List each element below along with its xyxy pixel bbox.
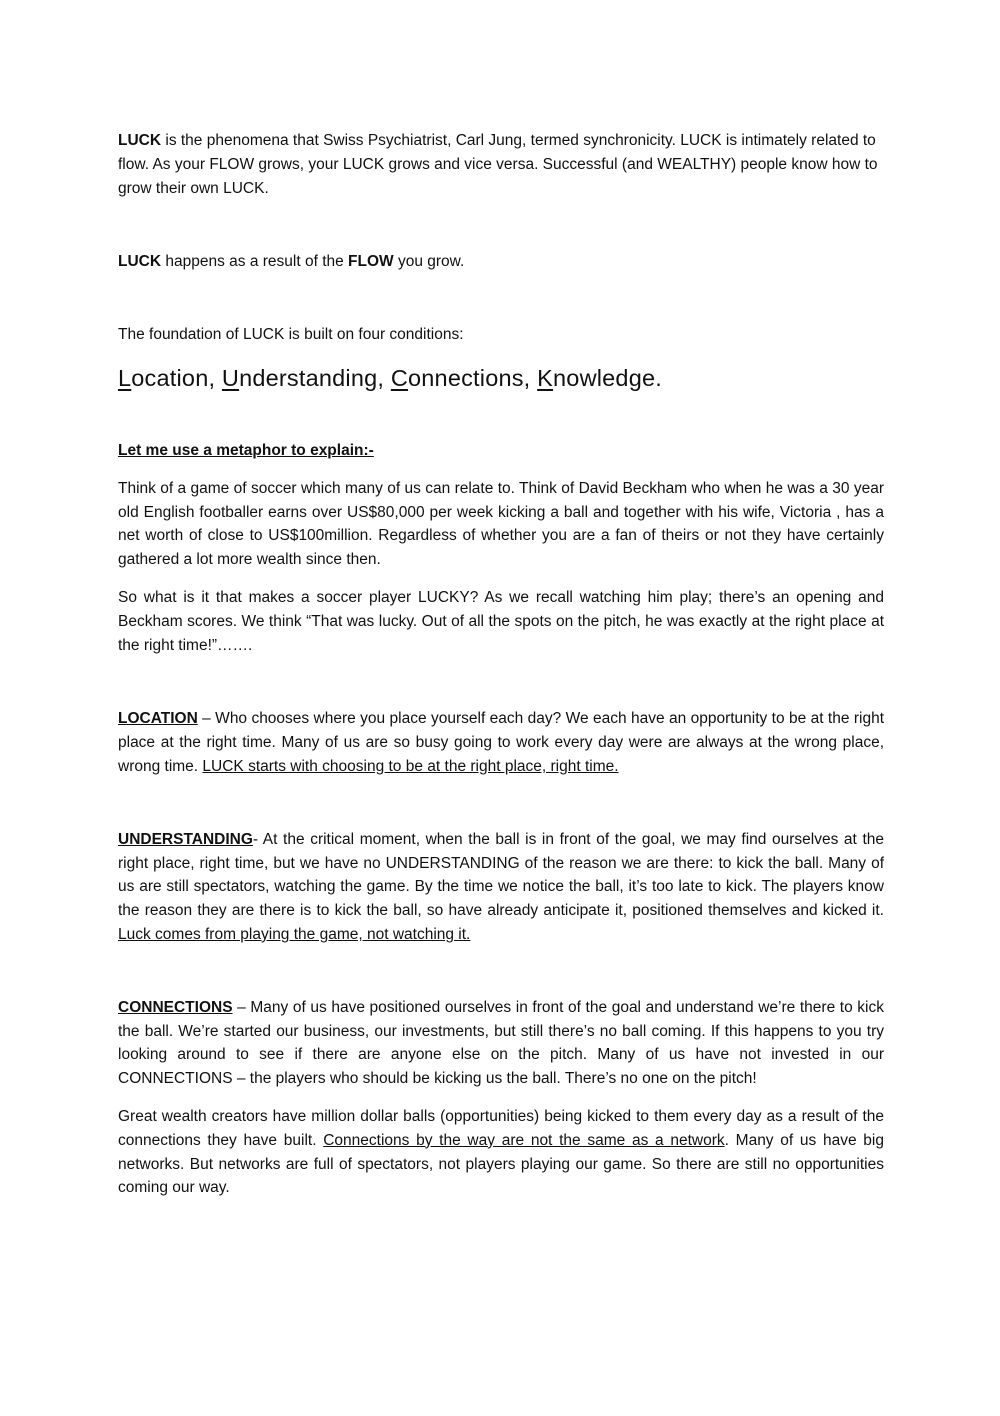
acronym-initial-l: L	[118, 364, 132, 391]
connections-para2-end: . Many of us have big networks. But networks are full of spectators, not players playing our game. So there are still no opportunities coming our way.	[118, 1131, 884, 1197]
metaphor-heading	[118, 439, 884, 463]
acronym-initial-u: U	[221, 364, 240, 391]
location-paragraph	[118, 707, 884, 778]
metaphor-heading-text: Let me use a metaphor to explain:-	[118, 441, 374, 459]
connections-paragraph-2	[118, 1105, 884, 1200]
acronym-initial-k: K	[537, 364, 554, 391]
connections-paragraph	[118, 996, 884, 1091]
flow-term: FLOW	[348, 253, 394, 271]
acronym-rest-location: ocation,	[131, 364, 222, 391]
intro-text: is the phenomena that Swiss Psychiatrist, Carl Jung, termed synchronicity. LUCK is intimately related to flow. As your FLOW grows, your LUCK grows and vice versa. Successful (and WEALTHY) people know how to grow their own LUCK.	[118, 132, 878, 197]
location-term: LOCATION	[118, 710, 198, 728]
connections-term: CONNECTIONS	[118, 998, 233, 1016]
understanding-paragraph	[118, 828, 884, 947]
acronym-rest-understanding: nderstanding,	[239, 364, 391, 391]
flow-line-end: you grow.	[393, 253, 465, 271]
location-text: – Who chooses where you place yourself each day? We each have an opportunity to be at the right place at the right time. Many of us are so busy going to work every day were are always at the wrong place, wrong time.	[118, 710, 884, 775]
acronym-rest-knowledge: nowledge.	[553, 364, 662, 391]
metaphor-paragraph-1: Think of a game of soccer which many of us can relate to. Think of David Beckham who when he was a 30 year old English footballer earns over US$80,000 per week kicking a ball and together with his wife, Victoria , has a net worth of close to US$100million. Regardless of whether you are a fan of theirs or not they have certainly gathered a lot more wealth since then.	[118, 479, 884, 569]
luck-term: LUCK	[118, 253, 162, 271]
flow-line	[118, 250, 884, 274]
connections-para2-start: Great wealth creators have million dollar balls (opportunities) being kicked to them every day as a result of the connections they have built.	[118, 1107, 884, 1149]
luck-term: LUCK	[118, 132, 162, 149]
acronym-initial-c: C	[390, 364, 409, 391]
acronym-rest-connections: onnections,	[408, 364, 538, 391]
connections-text: – Many of us have positioned ourselves in front of the goal and understand we’re there to kick the ball. We’re started our business, our investments, but still there’s no ball coming. If this happens to you try looking around to see if there are anyone else on the pitch. Many of us have not invested in our CONNECTIONS – the players who should be kicking us the ball. There’s no one on the pitch!	[118, 998, 884, 1088]
flow-line-text: happens as a result of the	[161, 253, 349, 271]
document-body	[118, 129, 884, 1200]
understanding-text: - At the critical moment, when the ball is in front of the goal, we may find ourselves at the right place, right time, but we have no UNDERSTANDING of the reason we are there: to kick the ball. Many of us are still spectators, watching the game. By the time we notice the ball, it’s too late to kick. The players know the reason they are there is to kick the ball, so have already anticipate it, positioned themselves and kicked it.	[118, 830, 884, 920]
intro-paragraph	[118, 129, 884, 200]
luck-acronym	[118, 363, 884, 393]
understanding-term: UNDERSTANDING	[118, 830, 253, 848]
understanding-takeaway: Luck comes from playing the game, not watching it.	[118, 925, 471, 943]
foundation-line: The foundation of LUCK is built on four conditions:	[118, 326, 464, 344]
connections-network-note: Connections by the way are not the same as a network	[323, 1131, 725, 1149]
metaphor-paragraph-2: So what is it that makes a soccer player LUCKY? As we recall watching him play; there’s an opening and Beckham scores. We think “That was lucky. Out of all the spots on the pitch, he was exactly at the right place at the right time!”…….	[118, 588, 884, 654]
location-takeaway: LUCK starts with choosing to be at the right place, right time.	[202, 757, 619, 775]
